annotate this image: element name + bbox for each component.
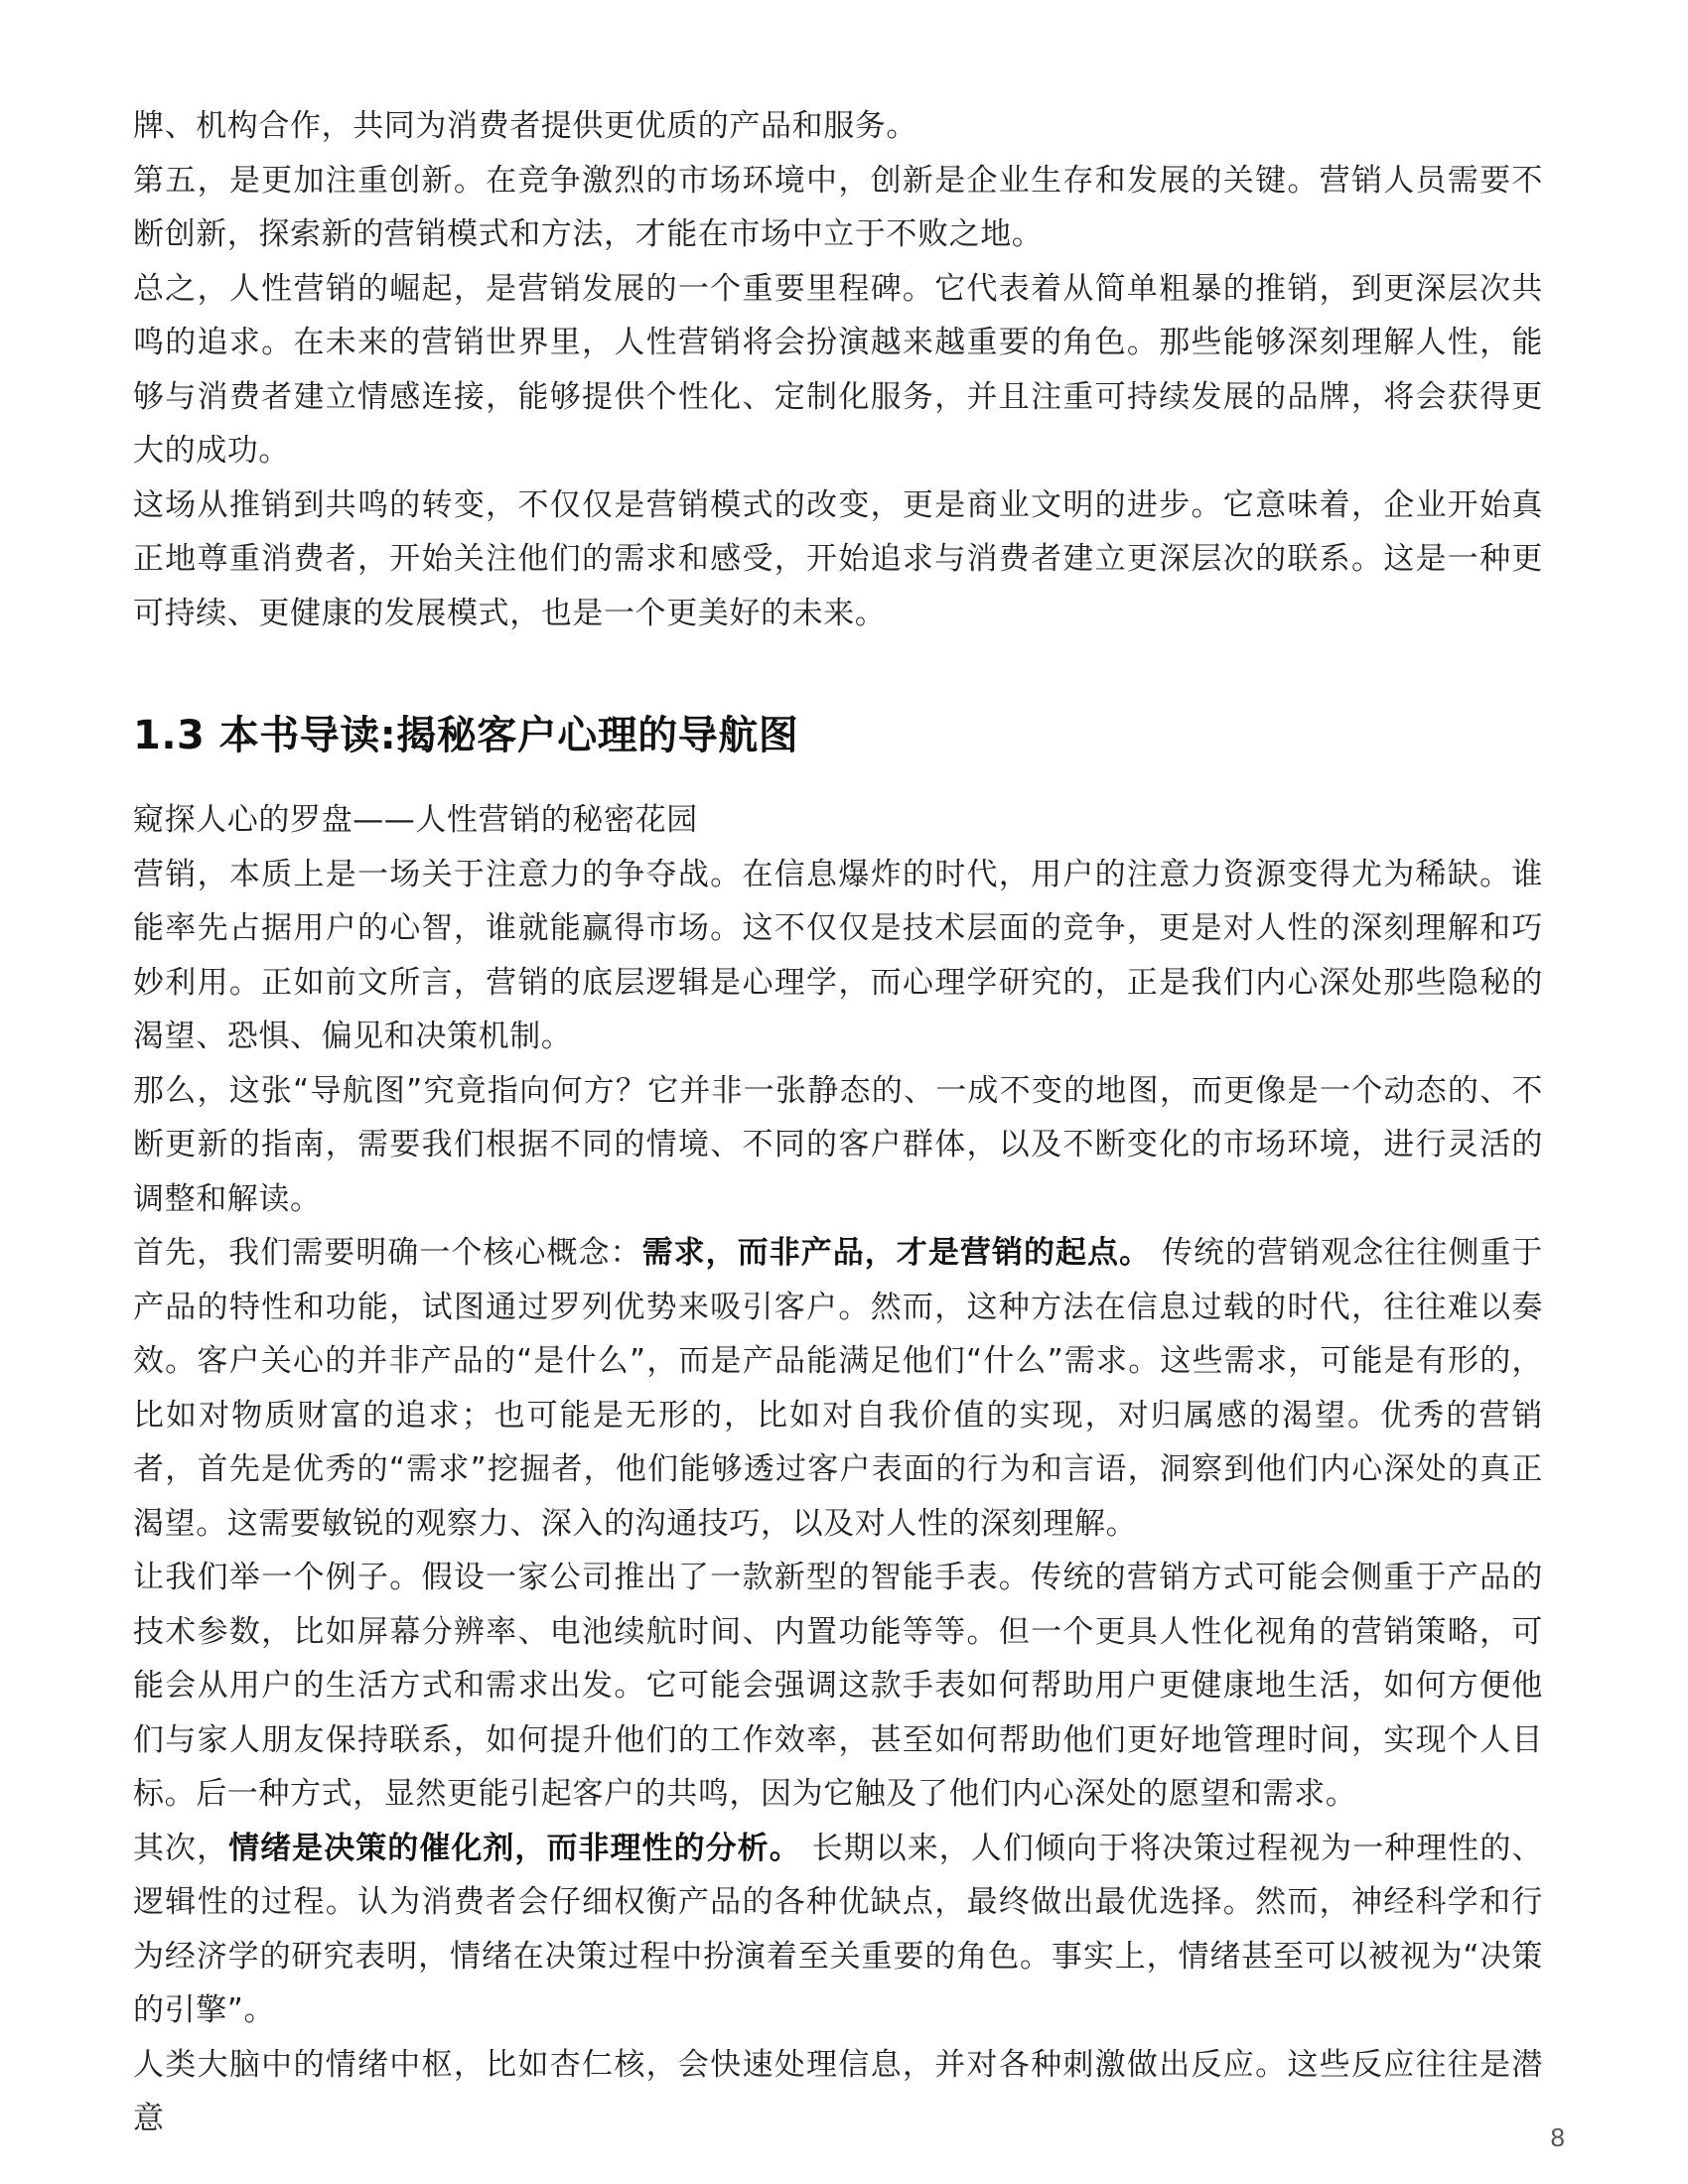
paragraph (133, 1226, 1543, 1551)
paragraph (133, 1822, 1543, 2038)
paragraph-body-text: 长期以来，人们倾向于将决策过程视为一种理性的、逻辑性的过程。认为消费者会仔细权衡产品的各种优缺点，最终做出最优选择。然而，神经科学和行为经济学的研究表明，情绪在决策过程中扮演着至关重要的角色。事实上，情绪甚至可以被视为“决策的引擎”。 (133, 1830, 1543, 2028)
paragraph: 人类大脑中的情绪中枢，比如杏仁核，会快速处理信息，并对各种刺激做出反应。这些反应往往是潜意 (133, 2046, 1543, 2136)
paragraph: 这场从推销到共鸣的转变，不仅仅是营销模式的改变，更是商业文明的进步。它意味着，企业开始真正地尊重消费者，开始关注他们的需求和感受，开始追求与消费者建立更深层次的联系。这是一种更可持续、更健康的发展模式，也是一个更美好的未来。 (133, 486, 1543, 631)
paragraph: 让我们举一个例子。假设一家公司推出了一款新型的智能手表。传统的营销方式可能会侧重于产品的技术参数，比如屏幕分辨率、电池续航时间、内置功能等等。但一个更具人性化视角的营销策略，可能会从用户的生活方式和需求出发。它可能会强调这款手表如何帮助用户更健康地生活，如何方便他们与家人朋友保持联系，如何提升他们的工作效率，甚至如何帮助他们更好地管理时间，实现个人目标。后一种方式，显然更能引起客户的共鸣，因为它触及了他们内心深处的愿望和需求。 (133, 1560, 1543, 1812)
document-page (133, 99, 1543, 2146)
paragraph: 营销，本质上是一场关于注意力的争夺战。在信息爆炸的时代，用户的注意力资源变得尤为稀缺。谁能率先占据用户的心智，谁就能赢得市场。这不仅仅是技术层面的竞争，更是对人性的深刻理解和巧妙利用。正如前文所言，营销的底层逻辑是心理学，而心理学研究的，正是我们内心深处那些隐秘的渴望、恐惧、偏见和决策机制。 (133, 856, 1543, 1054)
emphasis-text: 情绪是决策的催化剂，而非理性的分析。 (228, 1830, 801, 1866)
paragraph: 第五，是更加注重创新。在竞争激烈的市场环境中，创新是企业生存和发展的关键。营销人员需要不断创新，探索新的营销模式和方法，才能在市场中立于不败之地。 (133, 162, 1543, 252)
paragraph: 牌、机构合作，共同为消费者提供更优质的产品和服务。 (133, 108, 917, 144)
paragraph-body-text: 传统的营销观念往往侧重于产品的特性和功能，试图通过罗列优势来吸引客户。然而，这种方法在信息过载的时代，往往难以奏效。客户关心的并非产品的“是什么”，而是产品能满足他们“什么”需求。这些需求，可能是有形的，比如对物质财富的追求；也可能是无形的，比如对自我价值的实现，对归属感的渴望。优秀的营销者，首先是优秀的“需求”挖掘者，他们能够透过客户表面的行为和言语，洞察到他们内心深处的真正渴望。这需要敏锐的观察力、深入的沟通技巧，以及对人性的深刻理解。 (133, 1235, 1543, 1542)
page-number: 8 (1550, 2122, 1565, 2152)
section-heading: 1.3 本书导读:揭秘客户心理的导航图 (133, 713, 799, 758)
emphasis-text: 需求，而非产品，才是营销的起点。 (641, 1235, 1152, 1271)
paragraph-lead-text: 首先，我们需要明确一个核心概念： (133, 1235, 642, 1271)
paragraph: 总之，人性营销的崛起，是营销发展的一个重要里程碑。它代表着从简单粗暴的推销，到更深层次共鸣的追求。在未来的营销世界里，人性营销将会扮演越来越重要的角色。那些能够深刻理解人性，能够与消费者建立情感连接，能够提供个性化、定制化服务，并且注重可持续发展的品牌，将会获得更大的成功。 (133, 270, 1543, 469)
section-subtitle: 窥探人心的罗盘——人性营销的秘密花园 (133, 802, 698, 838)
paragraph: 那么，这张“导航图”究竟指向何方？它并非一张静态的、一成不变的地图，而更像是一个动态的、不断更新的指南，需要我们根据不同的情境、不同的客户群体，以及不断变化的市场环境，进行灵活的调整和解读。 (133, 1072, 1543, 1217)
paragraph-lead-text: 其次， (133, 1830, 229, 1866)
